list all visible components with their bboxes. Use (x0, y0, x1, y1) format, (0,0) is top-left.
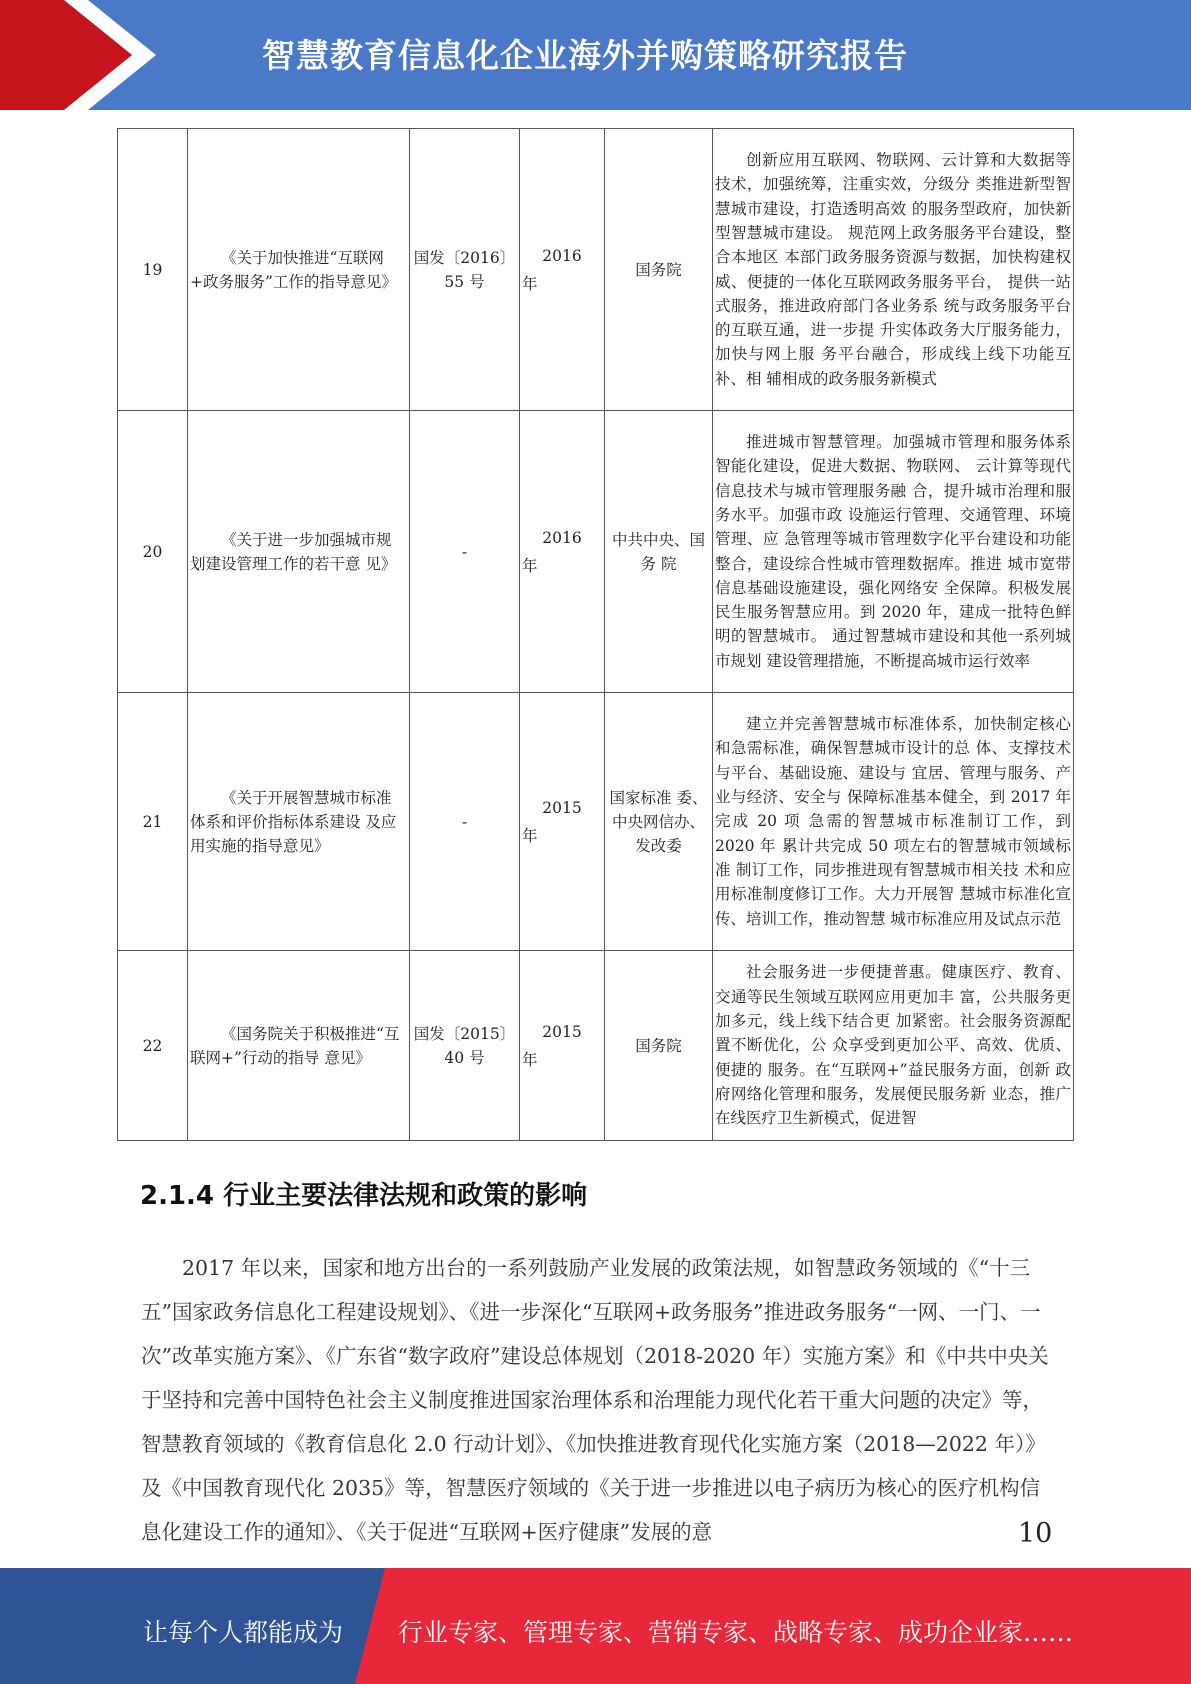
issue-year: 2015 (542, 798, 582, 817)
table-row (118, 411, 1074, 693)
issue-year: 2016 (542, 528, 582, 547)
page-number: 10 (1018, 1518, 1053, 1549)
issuing-department: 国务院 (605, 129, 713, 411)
table-row (118, 693, 1074, 951)
policy-content: 创新应用互联网、物联网、云计算和大数据等技术，加强统筹，注重实效，分级分 类推进新型智慧城市建设，打造透明高效 的服务型政府，加快新型智慧城市建设。 规范网上政务服务平台建设，整合本地区 本部门政务服务资源与数据，加快构建权 威、便捷的一体化互联网政务服务平台， 提供一站式服务，推进政府部门各业务系 统与政务服务平台的互联互通，进一步提 升实体政务大厅服务能力，加快与网上服 务平台融合，形成线上线下功能互补、相 辅相成的政务服务新模式 (713, 129, 1074, 411)
body-paragraph: 2017 年以来，国家和地方出台的一系列鼓励产业发展的政策法规，如智慧政务领域的《“十三五”国家政务信息化工程建设规划》、《进一步深化“互联网+政务服务”推进政务服务“一网、一门、一次”改革实施方案》、《广东省“数字政府”建设总体规划（2018-2020 年）实施方案》和《中共中央关于坚持和完善中国特色社会主义制度推进国家治理体系和治理能力现代化若干重大问题的决定》等，智慧教育领域的《教育信息化 2.0 行动计划》、《加快推进教育现代化实施方案（2018—2022 年）》及《中国教育现代化 2035》等，智慧医疗领域的《关于进一步推进以电子病历为核心的医疗机构信息化建设工作的通知》、《关于促进“互联网+医疗健康”发展的意 (141, 1256, 1049, 1544)
row-number: 19 (118, 129, 188, 411)
footer-slogan-right: 行业专家、管理专家、营销专家、战略专家、成功企业家…… (398, 1618, 1074, 1647)
table-row (118, 129, 1074, 411)
document-number: - (410, 693, 520, 951)
page-header (0, 0, 1191, 110)
year-unit: 年 (522, 274, 538, 293)
issuing-department: 国家标准 委、中央网信办、 发改委 (605, 693, 713, 951)
table-row (118, 951, 1074, 1141)
policy-content: 社会服务进一步便捷普惠。健康医疗、教育、交通等民生领域互联网应用更加丰 富，公共服务更加多元，线上线下结合更 加紧密。社会服务资源配置不断优化，公 众享受到更加公平、高效、优质、便捷的 服务。在“互联网+”益民服务方面，创新 政府网络化管理和服务，发展便民服务新 业态，推广在线医疗卫生新模式，促进智 (713, 951, 1074, 1141)
year-unit: 年 (522, 556, 538, 575)
issuing-department: 国务院 (605, 951, 713, 1141)
issue-year-cell (520, 951, 605, 1141)
row-number: 21 (118, 693, 188, 951)
issue-year: 2015 (542, 1022, 582, 1041)
policy-name: 《关于开展智慧城市标准 体系和评价指标体系建设 及应用实施的指导意见》 (188, 693, 410, 951)
document-number: - (410, 411, 520, 693)
issuing-department: 中共中央、国务 院 (605, 411, 713, 693)
issue-year-cell (520, 693, 605, 951)
section-heading: 2.1.4 行业主要法律法规和政策的影响 (140, 1181, 588, 1211)
issue-year-cell (520, 411, 605, 693)
row-number: 22 (118, 951, 188, 1141)
issue-year-cell (520, 129, 605, 411)
document-number: 国发〔2016〕55 号 (410, 129, 520, 411)
policy-name: 《关于进一步加强城市规 划建设管理工作的若干意 见》 (188, 411, 410, 693)
header-red-arrow (0, 0, 150, 110)
document-number: 国发〔2015〕40 号 (410, 951, 520, 1141)
policy-content: 推进城市智慧管理。加强城市管理和服务体系智能化建设，促进大数据、物联网、 云计算等现代信息技术与城市管理服务融 合，提升城市治理和服务水平。加强市政 设施运行管理、交通管理、环境管理、应 急管理等城市管理数字化平台建设和功能 整合，建设综合性城市管理数据库。推进 城市宽带信息基础设施建设，强化网络安 全保障。积极发展民生服务智慧应用。到 2020 年，建成一批特色鲜明的智慧城市。 通过智慧城市建设和其他一系列城市规划 建设管理措施，不断提高城市运行效率 (713, 411, 1074, 693)
footer-slogan-left: 让每个人都能成为 (143, 1618, 344, 1647)
page-footer (0, 1568, 1191, 1684)
policy-table (117, 128, 1074, 1141)
policy-content: 建立并完善智慧城市标准体系，加快制定核心和急需标准，确保智慧城市设计的总 体、支撑技术与平台、基础设施、建设与 宜居、管理与服务、产业与经济、安全与 保障标准基本健全，到 2017 年完成 20 项 急需的智慧城市标准制订工作，到 2020 年 累计共完成 50 项左右的智慧城市领域标准 制订工作，同步推进现有智慧城市相关技 术和应用标准制度修订工作。大力开展智 慧城市标准化宣传、培训工作，推动智慧 城市标准应用及试点示范 (713, 693, 1074, 951)
policy-name: 《国务院关于积极推进“互联网+”行动的指导 意见》 (188, 951, 410, 1141)
issue-year: 2016 (542, 246, 582, 265)
header-title: 智慧教育信息化企业海外并购策略研究报告 (262, 36, 908, 75)
year-unit: 年 (522, 1050, 538, 1069)
year-unit: 年 (522, 826, 538, 845)
row-number: 20 (118, 411, 188, 693)
policy-name: 《关于加快推进“互联网 +政务服务”工作的指导意见》 (188, 129, 410, 411)
